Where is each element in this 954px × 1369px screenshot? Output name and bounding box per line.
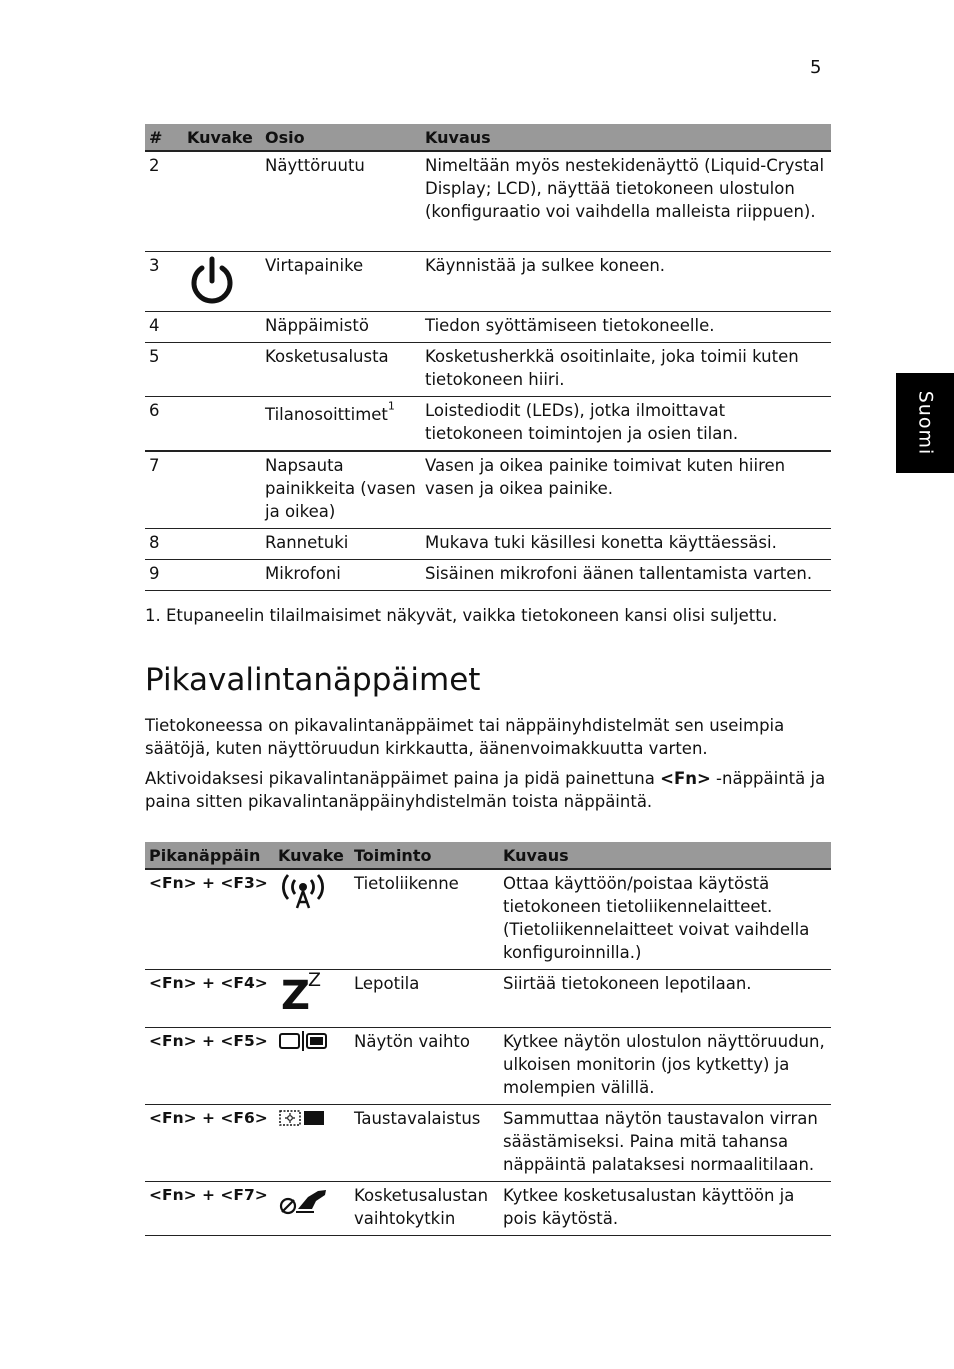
row-number: 2 xyxy=(145,151,183,251)
row-function: Lepotila xyxy=(350,970,499,1028)
row-description: Kosketusherkkä osoitinlaite, joka toimii kuten tietokoneen hiiri. xyxy=(421,342,831,396)
display-toggle-icon xyxy=(278,1030,328,1052)
column-header-section: Osio xyxy=(261,124,421,151)
table-row xyxy=(145,970,831,1028)
column-header-icon: Kuvake xyxy=(183,124,261,151)
column-header-function: Toiminto xyxy=(350,842,499,869)
row-description: Ottaa käyttöön/poistaa käytöstä tietokoneen tietoliikennelaitteet. (Tietoliikennelaitteet voivat vaihdella konfiguroinnilla.) xyxy=(499,869,831,970)
column-header-icon: Kuvake xyxy=(274,842,350,869)
row-icon-cell xyxy=(183,311,261,342)
row-description: Mukava tuki käsillesi konetta käyttäessäsi. xyxy=(421,528,831,559)
column-header-hotkey: Pikanäppäin xyxy=(145,842,274,869)
hotkey: <Fn> + <F6> xyxy=(145,1105,274,1182)
row-section: Kosketusalusta xyxy=(261,342,421,396)
hotkey: <Fn> + <F3> xyxy=(145,869,274,970)
row-number: 5 xyxy=(145,342,183,396)
row-section: Virtapainike xyxy=(261,251,421,311)
row-section: Mikrofoni xyxy=(261,559,421,590)
table-row xyxy=(145,396,831,451)
row-section-text: Tilanosoittimet xyxy=(265,404,388,424)
row-description: Käynnistää ja sulkee koneen. xyxy=(421,251,831,311)
power-icon xyxy=(187,254,237,306)
row-icon-cell xyxy=(183,528,261,559)
row-function: Kosketusalustan vaihtokytkin xyxy=(350,1182,499,1236)
table-header-row xyxy=(145,842,831,869)
hotkey: <Fn> + <F4> xyxy=(145,970,274,1028)
row-description: Kytkee kosketusalustan käyttöön ja pois käytöstä. xyxy=(499,1182,831,1236)
row-icon-cell xyxy=(183,151,261,251)
components-table xyxy=(145,124,831,591)
row-function: Tietoliikenne xyxy=(350,869,499,970)
row-number: 6 xyxy=(145,396,183,451)
language-tab-label: Suomi xyxy=(914,390,937,456)
row-number: 3 xyxy=(145,251,183,311)
row-section: Rannetuki xyxy=(261,528,421,559)
row-icon-cell xyxy=(183,342,261,396)
row-number: 8 xyxy=(145,528,183,559)
intro-paragraph: Tietokoneessa on pikavalintanäppäimet tai näppäinyhdistelmät sen useimpia säätöjä, kuten näyttöruudun kirkkautta, äänenvoimakkuutta varten. xyxy=(145,716,785,758)
row-icon-cell xyxy=(274,1028,350,1105)
table-row xyxy=(145,869,831,970)
row-function: Näytön vaihto xyxy=(350,1028,499,1105)
table-row xyxy=(145,1182,831,1236)
hotkey: <Fn> + <F7> xyxy=(145,1182,274,1236)
row-number: 7 xyxy=(145,451,183,529)
row-icon-cell xyxy=(274,1105,350,1182)
hotkeys-table xyxy=(145,842,831,1236)
section-title: Pikavalintanäppäimet xyxy=(145,662,481,698)
column-header-num: # xyxy=(145,124,183,151)
table-row xyxy=(145,1105,831,1182)
table-row xyxy=(145,559,831,590)
row-section: Napsauta painikkeita (vasen ja oikea) xyxy=(261,451,421,529)
row-description: Siirtää tietokoneen lepotilaan. xyxy=(499,970,831,1028)
row-icon-cell xyxy=(183,396,261,451)
row-section: Näyttöruutu xyxy=(261,151,421,251)
touchpad-toggle-icon xyxy=(278,1184,328,1216)
row-description: Kytkee näytön ulostulon näyttöruudun, ulkoisen monitorin (jos kytketty) ja molempien välillä. xyxy=(499,1028,831,1105)
table-row xyxy=(145,528,831,559)
row-icon-cell xyxy=(274,970,350,1028)
row-description: Nimeltään myös nestekidenäyttö (Liquid-Crystal Display; LCD), näyttää tietokoneen ulostulon (konfiguraatio voi vaihdella malleista riippuen). xyxy=(421,151,831,251)
table-row xyxy=(145,451,831,529)
table-row xyxy=(145,311,831,342)
row-icon-cell xyxy=(274,869,350,970)
instruction-text-after: -näppäintä ja paina sitten pikavalintanäppäinyhdistelmän toista näppäintä. xyxy=(145,769,826,811)
row-description: Vasen ja oikea painike toimivat kuten hiiren vasen ja oikea painike. xyxy=(421,451,831,529)
row-description: Sammuttaa näytön taustavalon virran säästämiseksi. Paina mitä tahansa näppäintä palataksesi normaalitilaan. xyxy=(499,1105,831,1182)
footnote-marker: 1 xyxy=(387,399,395,412)
fn-key-label: <Fn> xyxy=(660,769,711,788)
language-tab xyxy=(896,373,954,473)
table-header-row xyxy=(145,124,831,151)
row-description: Sisäinen mikrofoni äänen tallentamista varten. xyxy=(421,559,831,590)
row-number: 9 xyxy=(145,559,183,590)
row-icon-cell xyxy=(274,1182,350,1236)
table-row xyxy=(145,251,831,311)
row-description: Loistediodit (LEDs), jotka ilmoittavat tietokoneen toimintojen ja osien tilan. xyxy=(421,396,831,451)
sleep-icon-z-large: Z xyxy=(281,973,311,1019)
table-row xyxy=(145,342,831,396)
row-icon-cell xyxy=(183,451,261,529)
column-header-description: Kuvaus xyxy=(421,124,831,151)
backlight-icon xyxy=(278,1107,328,1129)
sleep-icon-z-small: Z xyxy=(308,969,322,991)
row-icon-cell xyxy=(183,251,261,311)
row-section xyxy=(261,396,421,451)
table-row xyxy=(145,151,831,251)
row-description: Tiedon syöttämiseen tietokoneelle. xyxy=(421,311,831,342)
row-section: Näppäimistö xyxy=(261,311,421,342)
row-icon-cell xyxy=(183,559,261,590)
hotkey: <Fn> + <F5> xyxy=(145,1028,274,1105)
table-row xyxy=(145,1028,831,1105)
column-header-description: Kuvaus xyxy=(499,842,831,869)
page-number: 5 xyxy=(810,57,822,78)
instruction-paragraph xyxy=(145,767,835,813)
wireless-icon xyxy=(278,872,328,912)
sleep-icon xyxy=(278,969,328,1019)
instruction-text-before: Aktivoidaksesi pikavalintanäppäimet paina ja pidä painettuna xyxy=(145,769,661,788)
row-number: 4 xyxy=(145,311,183,342)
footnote: 1. Etupaneelin tilailmaisimet näkyvät, vaikka tietokoneen kansi olisi suljettu. xyxy=(145,606,778,625)
row-function: Taustavalaistus xyxy=(350,1105,499,1182)
